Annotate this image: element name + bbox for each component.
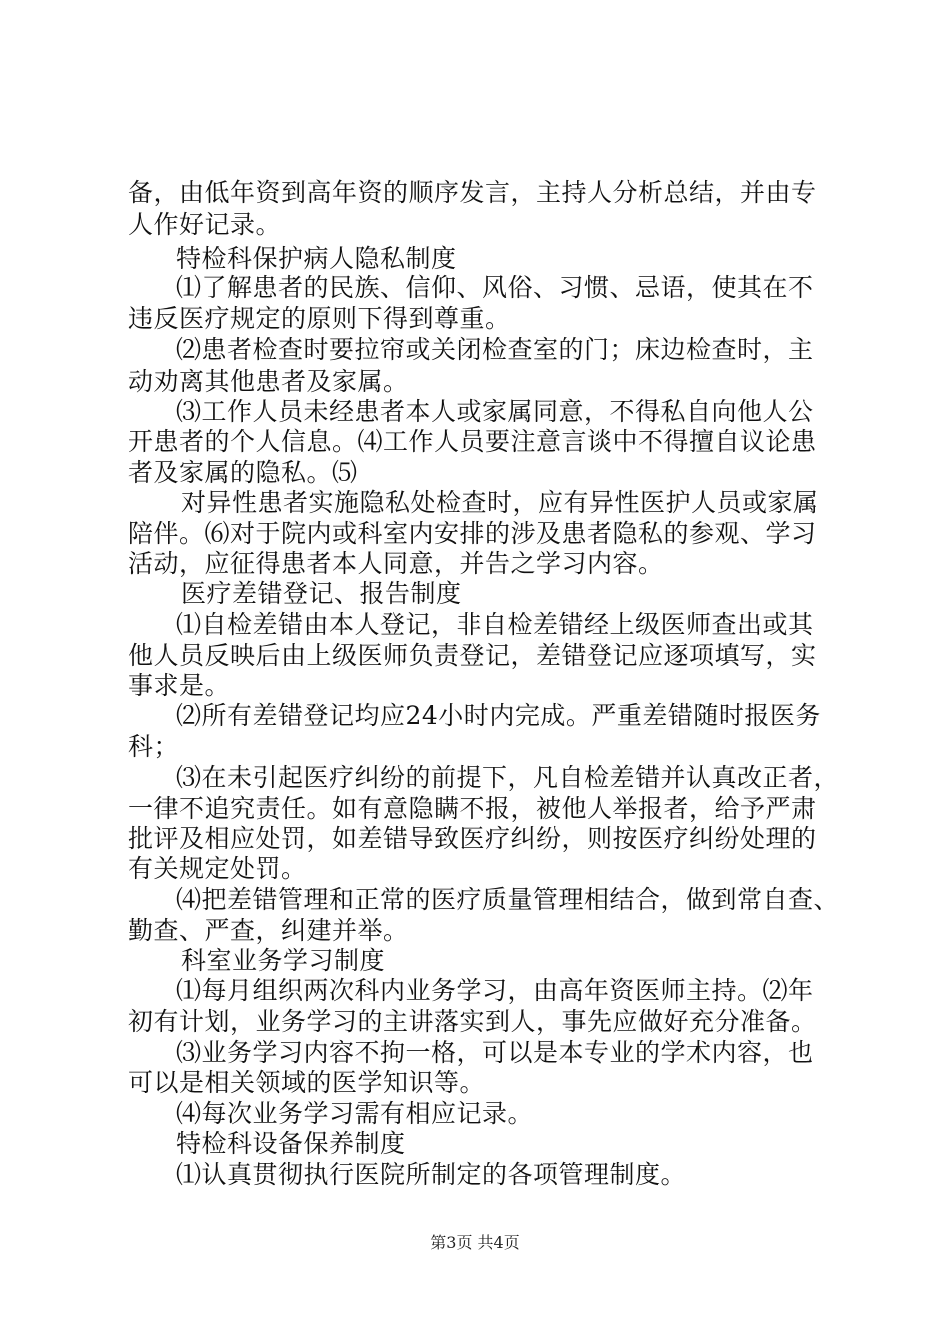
text-line: 对异性患者实施隐私处检查时，应有异性医护人员或家属 <box>181 488 819 517</box>
text-line: 备，由低年资到高年资的顺序发言，主持人分析总结，并由专 <box>128 178 817 207</box>
text-line: ⑴了解患者的民族、信仰、风俗、习惯、忌语，使其在不 <box>176 273 814 302</box>
text-line: ⑷每次业务学习需有相应记录。 <box>176 1099 534 1128</box>
text-line: ⑵所有差错登记均应24小时内完成。严重差错随时报医务 <box>176 701 821 730</box>
text-line: 勤查、严查，纠建并举。 <box>128 916 409 945</box>
section-heading: 特检科设备保养制度 <box>176 1129 406 1158</box>
text-line: 动劝离其他患者及家属。 <box>128 367 409 396</box>
text-line: 有关规定处罚。 <box>128 854 307 883</box>
text-line: ⑴自检差错由本人登记，非自检差错经上级医师查出或其 <box>176 610 814 639</box>
text-line: 事求是。 <box>128 671 231 700</box>
text-line: ⑶在未引起医疗纠纷的前提下，凡自检差错并认真改正者， <box>176 763 840 792</box>
text-line: 活动，应征得患者本人同意，并告之学习内容。 <box>128 549 664 578</box>
text-line: 批评及相应处罚，如差错导致医疗纠纷，则按医疗纠纷处理的 <box>128 824 817 853</box>
text-line: 陪伴。⑹对于院内或科室内安排的涉及患者隐私的参观、学习 <box>128 519 817 548</box>
text-line: 一律不追究责任。如有意隐瞒不报，被他人举报者，给予严肃 <box>128 794 817 823</box>
text-line: 违反医疗规定的原则下得到尊重。 <box>128 304 511 333</box>
text-line: 初有计划，业务学习的主讲落实到人，事先应做好充分准备。 <box>128 1007 817 1036</box>
text-line: ⑷把差错管理和正常的医疗质量管理相结合，做到常自查、 <box>176 885 840 914</box>
text-line: 者及家属的隐私。⑸ <box>128 458 358 487</box>
text-line: 他人员反映后由上级医师负责登记，差错登记应逐项填写，实 <box>128 641 817 670</box>
text-line: ⑴每月组织两次科内业务学习，由高年资医师主持。⑵年 <box>176 976 814 1005</box>
text-line: ⑵患者检查时要拉帘或关闭检查室的门；床边检查时，主 <box>176 335 814 364</box>
text-line: ⑶业务学习内容不拘一格，可以是本专业的学术内容，也 <box>176 1038 814 1067</box>
text-line: ⑴认真贯彻执行医院所制定的各项管理制度。 <box>176 1160 687 1189</box>
text-line: 科； <box>128 732 180 761</box>
section-heading: 特检科保护病人隐私制度 <box>176 244 457 273</box>
text-line: 可以是相关领域的医学知识等。 <box>128 1068 486 1097</box>
page-number: 第3页 共4页 <box>430 1233 520 1252</box>
text-line: ⑶工作人员未经患者本人或家属同意，不得私自向他人公 <box>176 397 814 426</box>
section-heading: 医疗差错登记、报告制度 <box>181 579 462 608</box>
section-heading: 科室业务学习制度 <box>181 946 386 975</box>
text-line: 开患者的个人信息。⑷工作人员要注意言谈中不得擅自议论患 <box>128 427 817 456</box>
text-line: 人作好记录。 <box>128 210 282 239</box>
